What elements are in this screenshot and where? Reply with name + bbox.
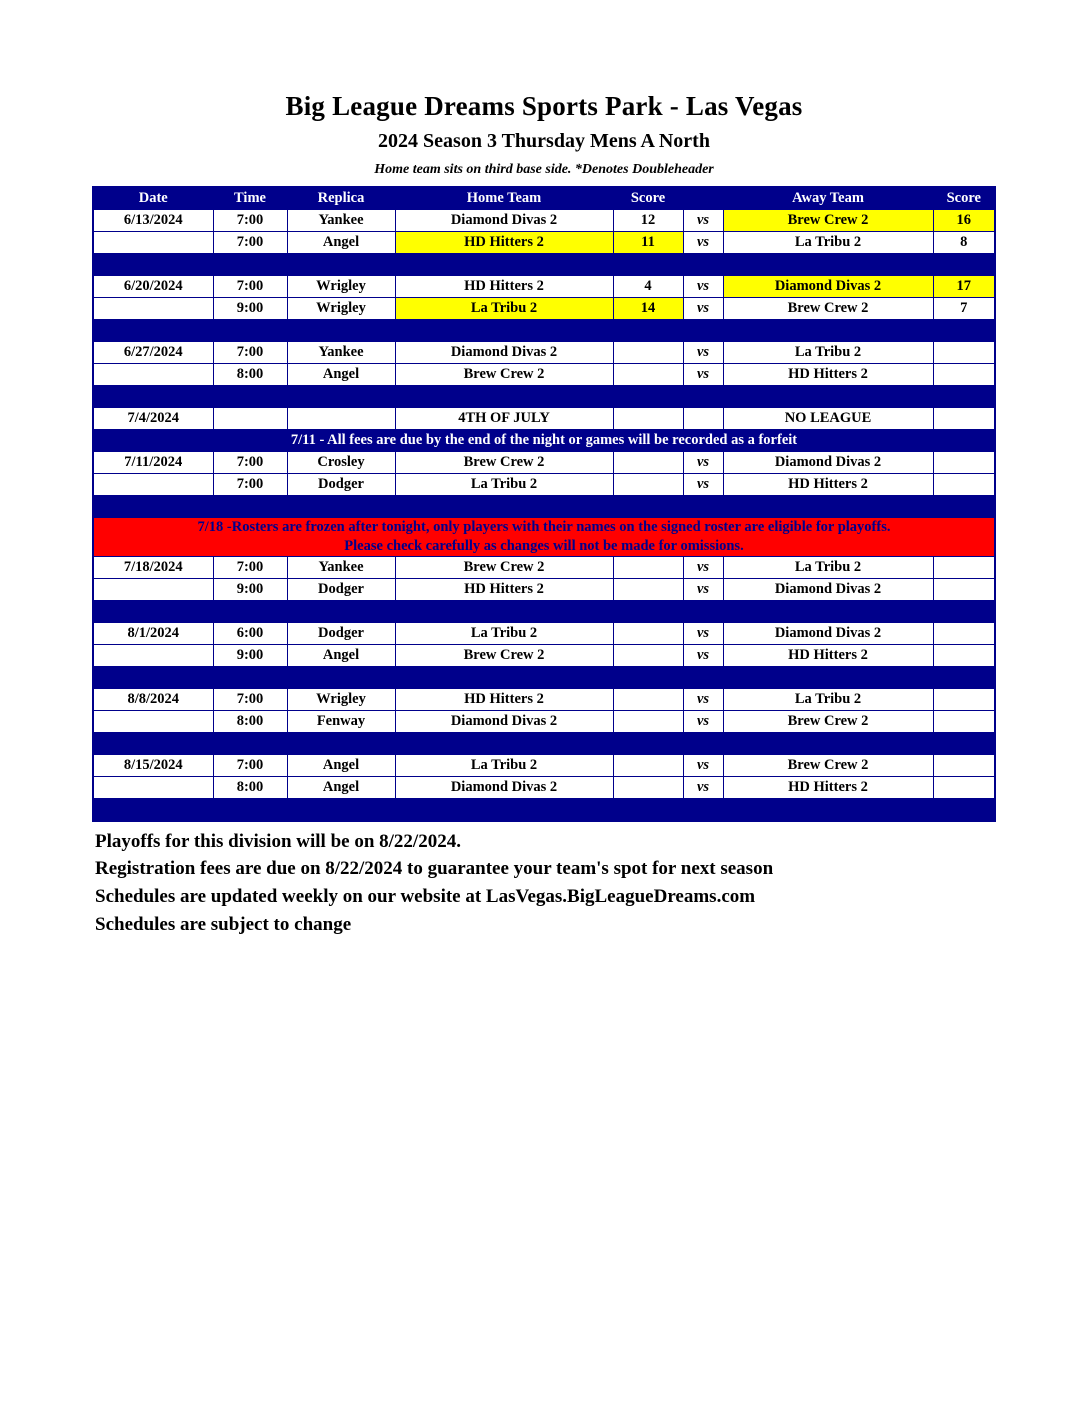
row-separator (93, 386, 995, 408)
cell-home-score (613, 754, 683, 776)
cell-date: 8/1/2024 (93, 622, 213, 644)
notice-line-2: Please check carefully as changes will not be made for omissions. (344, 537, 744, 554)
cell-home-score (613, 644, 683, 666)
footer-note (93, 855, 995, 883)
cell-replica: Wrigley (287, 276, 395, 298)
cell-away-score: 7 (933, 298, 995, 320)
cell-date: 8/15/2024 (93, 754, 213, 776)
cell-time: 9:00 (213, 578, 287, 600)
cell-time: 7:00 (213, 754, 287, 776)
cell-time: 9:00 (213, 298, 287, 320)
footer-note: Schedules are subject to change (95, 913, 352, 935)
notice-text (93, 518, 995, 557)
cell-vs: vs (683, 556, 723, 578)
table-header-row (93, 187, 995, 210)
separator-cell (93, 600, 995, 622)
cell-vs: vs (683, 622, 723, 644)
cell-away-score (933, 474, 995, 496)
table-row (93, 364, 995, 386)
page-title: Big League Dreams Sports Park - Las Vegas (285, 91, 803, 121)
table-row (93, 688, 995, 710)
notice-text: 7/11 - All fees are due by the end of the night or games will be recorded as a forfeit (93, 430, 995, 452)
cell-away-score (933, 710, 995, 732)
table-row (93, 452, 995, 474)
table-row (93, 276, 995, 298)
cell-replica: Angel (287, 364, 395, 386)
cell-replica: Angel (287, 232, 395, 254)
cell-vs: vs (683, 644, 723, 666)
cell-time: 7:00 (213, 556, 287, 578)
cell-date (93, 232, 213, 254)
cell-home-team: HD Hitters 2 (395, 232, 613, 254)
cell-home-score (613, 622, 683, 644)
table-row (93, 210, 995, 232)
cell-home-team: HD Hitters 2 (395, 688, 613, 710)
cell-date (93, 298, 213, 320)
cell-away-score: 17 (933, 276, 995, 298)
cell-vs: vs (683, 342, 723, 364)
row-separator (93, 320, 995, 342)
cell-time: 7:00 (213, 210, 287, 232)
cell-home-team: La Tribu 2 (395, 622, 613, 644)
separator-cell (93, 386, 995, 408)
footer-note: Playoffs for this division will be on 8/22/2024. (95, 830, 461, 852)
cell-time: 8:00 (213, 776, 287, 798)
cell-home-score: 4 (613, 276, 683, 298)
table-row (93, 232, 995, 254)
cell-home-team: Brew Crew 2 (395, 556, 613, 578)
cell-away-team: Diamond Divas 2 (723, 622, 933, 644)
notice-line-1: 7/18 -Rosters are frozen after tonight, only players with their names on the signed roster are eligible for playoffs. (197, 519, 891, 536)
cell-replica: Wrigley (287, 298, 395, 320)
cell-home-team: La Tribu 2 (395, 754, 613, 776)
cell-home-team: Brew Crew 2 (395, 452, 613, 474)
cell-vs: vs (683, 688, 723, 710)
cell-vs: vs (683, 776, 723, 798)
cell-vs: vs (683, 364, 723, 386)
cell-vs: vs (683, 710, 723, 732)
cell-vs: vs (683, 578, 723, 600)
cell-home-team: Brew Crew 2 (395, 644, 613, 666)
cell-vs: vs (683, 452, 723, 474)
cell-home-team: HD Hitters 2 (395, 578, 613, 600)
cell-replica: Yankee (287, 556, 395, 578)
cell-away-team: La Tribu 2 (723, 232, 933, 254)
cell-home-score (613, 452, 683, 474)
cell-home-team: Diamond Divas 2 (395, 210, 613, 232)
cell-time: 7:00 (213, 452, 287, 474)
cell-away-score (933, 408, 995, 430)
cell-away-team: La Tribu 2 (723, 688, 933, 710)
cell-away-score: 16 (933, 210, 995, 232)
cell-home-team: Diamond Divas 2 (395, 710, 613, 732)
cell-away-score (933, 452, 995, 474)
column-header: Score (613, 187, 683, 210)
schedule-table (92, 186, 996, 822)
column-header: Replica (287, 187, 395, 210)
column-header: Away Team (723, 187, 933, 210)
page-subtitle: 2024 Season 3 Thursday Mens A North (378, 129, 710, 152)
cell-home-team: La Tribu 2 (395, 474, 613, 496)
cell-date: 6/27/2024 (93, 342, 213, 364)
cell-away-team: HD Hitters 2 (723, 644, 933, 666)
cell-vs: vs (683, 474, 723, 496)
cell-away-team: HD Hitters 2 (723, 364, 933, 386)
cell-date (93, 578, 213, 600)
table-row (93, 622, 995, 644)
cell-away-team: Diamond Divas 2 (723, 452, 933, 474)
cell-home-score: 14 (613, 298, 683, 320)
table-row (93, 556, 995, 578)
title-block (0, 0, 1088, 177)
cell-replica: Angel (287, 776, 395, 798)
cell-vs: vs (683, 754, 723, 776)
row-separator (93, 798, 995, 821)
cell-replica: Yankee (287, 210, 395, 232)
cell-home-team: 4TH OF JULY (395, 408, 613, 430)
cell-away-team: Diamond Divas 2 (723, 276, 933, 298)
cell-replica: Yankee (287, 342, 395, 364)
cell-date (93, 644, 213, 666)
table-row (93, 298, 995, 320)
row-separator (93, 600, 995, 622)
separator-cell (93, 666, 995, 688)
cell-home-score (613, 776, 683, 798)
cell-home-team: HD Hitters 2 (395, 276, 613, 298)
cell-replica: Dodger (287, 622, 395, 644)
cell-home-score (613, 578, 683, 600)
cell-vs: vs (683, 298, 723, 320)
row-separator (93, 666, 995, 688)
cell-replica: Dodger (287, 474, 395, 496)
cell-time: 7:00 (213, 688, 287, 710)
cell-away-team: Brew Crew 2 (723, 754, 933, 776)
separator-cell (93, 320, 995, 342)
footer-notes (93, 828, 995, 939)
cell-home-team: Diamond Divas 2 (395, 342, 613, 364)
table-row (93, 474, 995, 496)
cell-time: 7:00 (213, 342, 287, 364)
table-row (93, 342, 995, 364)
cell-vs: vs (683, 276, 723, 298)
cell-home-score (613, 408, 683, 430)
cell-away-score: 8 (933, 232, 995, 254)
column-header (683, 187, 723, 210)
cell-home-team: Brew Crew 2 (395, 364, 613, 386)
cell-date: 6/20/2024 (93, 276, 213, 298)
table-row (93, 754, 995, 776)
cell-away-team: NO LEAGUE (723, 408, 933, 430)
cell-vs: vs (683, 232, 723, 254)
table-row (93, 710, 995, 732)
cell-away-score (933, 342, 995, 364)
cell-time: 8:00 (213, 364, 287, 386)
cell-replica: Wrigley (287, 688, 395, 710)
cell-date (93, 776, 213, 798)
cell-home-score (613, 556, 683, 578)
cell-home-score: 12 (613, 210, 683, 232)
cell-date: 6/13/2024 (93, 210, 213, 232)
column-header: Home Team (395, 187, 613, 210)
cell-away-score (933, 622, 995, 644)
cell-date (93, 474, 213, 496)
cell-home-team: La Tribu 2 (395, 298, 613, 320)
table-row (93, 644, 995, 666)
cell-time: 7:00 (213, 474, 287, 496)
cell-away-team: Brew Crew 2 (723, 710, 933, 732)
row-separator (93, 496, 995, 518)
cell-away-score (933, 644, 995, 666)
cell-date: 7/4/2024 (93, 408, 213, 430)
separator-cell (93, 254, 995, 276)
cell-date (93, 710, 213, 732)
table-row (93, 408, 995, 430)
cell-away-team: HD Hitters 2 (723, 776, 933, 798)
cell-time (213, 408, 287, 430)
cell-home-score: 11 (613, 232, 683, 254)
cell-time: 7:00 (213, 232, 287, 254)
cell-date: 8/8/2024 (93, 688, 213, 710)
cell-time: 8:00 (213, 710, 287, 732)
cell-away-team: Brew Crew 2 (723, 298, 933, 320)
cell-date (93, 364, 213, 386)
row-separator (93, 732, 995, 754)
cell-home-score (613, 474, 683, 496)
cell-away-score (933, 556, 995, 578)
cell-time: 9:00 (213, 644, 287, 666)
cell-date: 7/11/2024 (93, 452, 213, 474)
cell-away-team: Brew Crew 2 (723, 210, 933, 232)
footer-note-highlighted: Registration fees are due on 8/22/2024 to guarantee your team's spot for next season (95, 858, 774, 880)
cell-home-team: Diamond Divas 2 (395, 776, 613, 798)
column-header: Time (213, 187, 287, 210)
cell-date: 7/18/2024 (93, 556, 213, 578)
cell-home-score (613, 342, 683, 364)
footer-note: Schedules are updated weekly on our website at LasVegas.BigLeagueDreams.com (95, 886, 756, 908)
cell-away-score (933, 578, 995, 600)
cell-time: 6:00 (213, 622, 287, 644)
cell-replica: Crosley (287, 452, 395, 474)
table-row (93, 578, 995, 600)
cell-home-score (613, 364, 683, 386)
row-separator (93, 254, 995, 276)
cell-away-score (933, 754, 995, 776)
cell-away-score (933, 688, 995, 710)
separator-cell (93, 496, 995, 518)
cell-away-score (933, 776, 995, 798)
cell-away-score (933, 364, 995, 386)
separator-cell (93, 798, 995, 821)
cell-replica: Fenway (287, 710, 395, 732)
page-note: Home team sits on third base side. *Denotes Doubleheader (374, 161, 714, 177)
cell-away-team: HD Hitters 2 (723, 474, 933, 496)
notice-banner-roster (93, 518, 995, 557)
cell-time: 7:00 (213, 276, 287, 298)
notice-banner-fees (93, 430, 995, 452)
column-header: Date (93, 187, 213, 210)
cell-home-score (613, 688, 683, 710)
cell-home-score (613, 710, 683, 732)
separator-cell (93, 732, 995, 754)
cell-vs: vs (683, 210, 723, 232)
cell-replica: Angel (287, 644, 395, 666)
cell-replica: Angel (287, 754, 395, 776)
cell-away-team: Diamond Divas 2 (723, 578, 933, 600)
cell-vs (683, 408, 723, 430)
cell-replica: Dodger (287, 578, 395, 600)
table-row (93, 776, 995, 798)
column-header: Score (933, 187, 995, 210)
cell-away-team: La Tribu 2 (723, 556, 933, 578)
cell-away-team: La Tribu 2 (723, 342, 933, 364)
cell-replica (287, 408, 395, 430)
